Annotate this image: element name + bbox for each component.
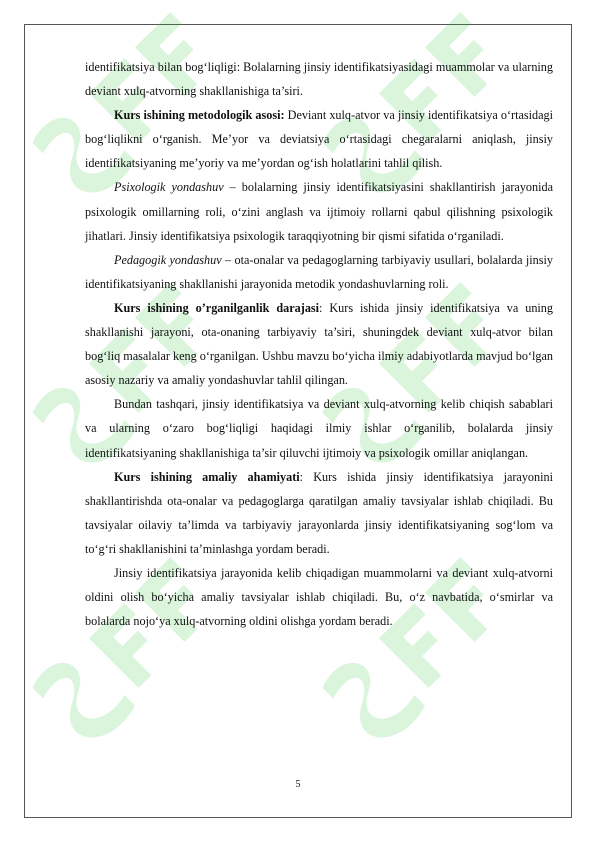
paragraph-psychological-approach xyxy=(85,175,553,247)
paragraph-lead: Kurs ishining amaliy ahamiyati xyxy=(114,469,300,484)
paragraph-text: – bolalarning jinsiy identifikatsiyasini shakllantirish jarayonida psixologik omillarning roli, o‘zini anglash va ijtimoiy rollarni qabul qilishning psixologik jihatlari. Jinsiy identifikatsiya psixologik taraqqiyotning bir qismi sifatida o‘rganiladi. xyxy=(85,180,553,243)
paragraph-research-level xyxy=(85,296,553,392)
paragraph-text: Jinsiy identifikatsiya jarayonida kelib chiqadigan muammolarni va deviant xulq-atvorni oldini olish bo‘yicha amaliy tavsiyalar ishlab chiqiladi. Bu, o‘z navbatida, o‘smirlar va bolalarda nojo‘ya xulq-atvorning oldini olishga yordam beradi. xyxy=(85,565,553,629)
paragraph-topic-continuation xyxy=(85,55,553,103)
paragraph-text: : Kurs ishida jinsiy identifikatsiya va uning shakllanishi jarayoni, ota-onaning tarbiyaviy ta’siri, shuningdek deviant xulq-atvor bilan bog‘liq masalalar keng o‘rganilgan. Ushbu mavzu bo‘yicha ilmiy adabiyotlarda mavjud bo‘lgan asosiy nazariy va amaliy yondashuvlar tahlil qilingan. xyxy=(85,300,553,388)
paragraph-additional-research xyxy=(85,392,553,464)
paragraph-text: Deviant xulq-atvor va jinsiy identifikatsiya o‘rtasidagi bog‘liqlikni o‘rganish. Me’yor va deviatsiya o‘rtasidagi chegaralarni aniqlash, jinsiy identifikatsiyaning me’yoriy va me’yordan og‘ish holatlarini tahlil qilish. xyxy=(85,108,553,171)
paragraph-text: – ota-onalar va pedagoglarning tarbiyaviy usullari, bolalarda jinsiy identifikatsiyaning shakllanishi jarayonida metodik yondashuvlarning roli. xyxy=(85,252,553,291)
paragraph-lead: Pedagogik yondashuv xyxy=(114,252,222,267)
paragraph-text: Bundan tashqari, jinsiy identifikatsiya va deviant xulq-atvorning kelib chiqish sabablari va ularning o‘zaro bog‘liqligi haqidagi ilmiy ishlar o‘rganilib, bolalarda jinsiy identifikatsiyaning shakllanishiga ta’sir qiluvchi ijtimoiy va psixologik omillar aniqlangan. xyxy=(85,397,553,460)
paragraph-text: : Kurs ishida jinsiy identifikatsiya jarayonini shakllantirishda ota-onalar va pedagoglarga qaratilgan amaliy tavsiyalar ishlab chiqiladi. Bu tavsiyalar oilaviy ta’limda va tarbiyaviy jarayonlarda jinsiy identifikatsiyaning sog‘lom va to‘g‘ri shakllanishini ta’minlashga yordam beradi. xyxy=(85,469,553,556)
paragraph-lead: Kurs ishining o’rganilganlik darajasi xyxy=(114,300,320,315)
paragraph-lead: Kurs ishining metodologik asosi: xyxy=(114,108,285,123)
document-body xyxy=(85,55,553,633)
paragraph-lead: Psixologik yondashuv xyxy=(114,180,224,195)
paragraph-pedagogical-approach xyxy=(85,248,553,296)
paragraph-recommendations xyxy=(85,561,553,633)
page-number: 5 xyxy=(295,779,301,790)
paragraph-practical-significance xyxy=(85,465,553,561)
paragraph-text: identifikatsiya bilan bog‘liqligi: Bolalarning jinsiy identifikatsiyasidagi muammolar va ularning deviant xulq-atvorning shakllanishiga ta’siri. xyxy=(85,60,553,99)
paragraph-methodology xyxy=(85,103,553,175)
